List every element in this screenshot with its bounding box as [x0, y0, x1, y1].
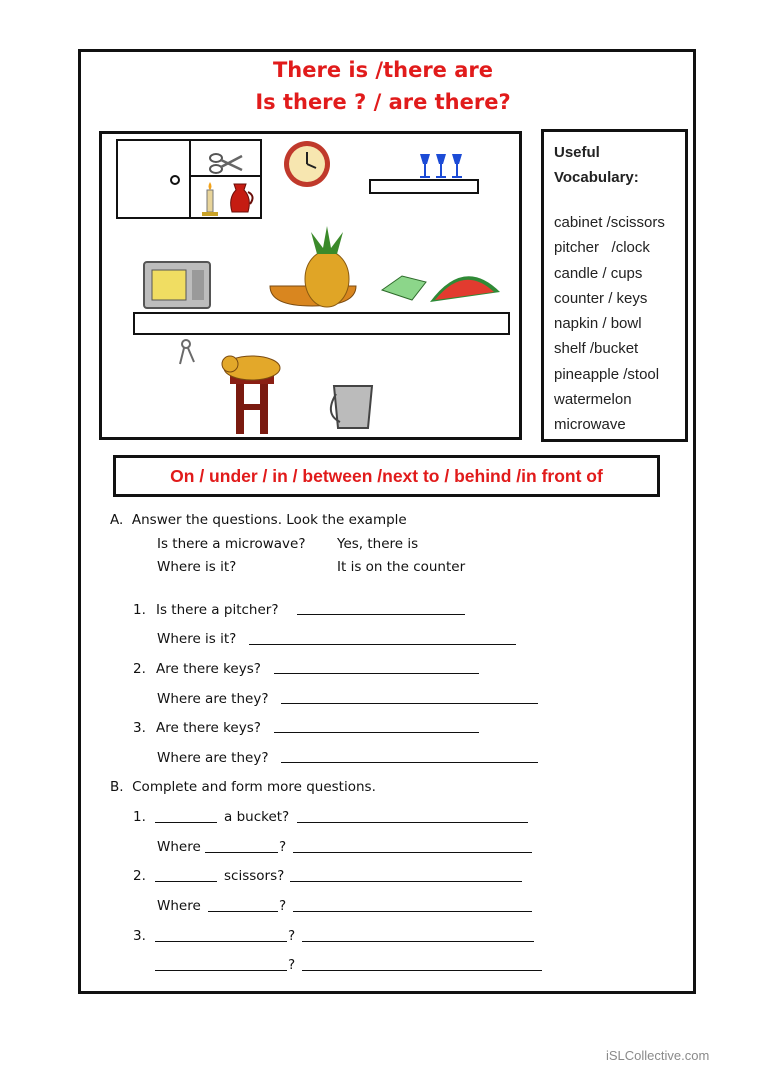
question-number: 3.	[133, 720, 146, 736]
question-number: 2.	[133, 661, 146, 677]
keys-icon	[180, 340, 194, 364]
watermelon-icon	[430, 276, 500, 302]
counter-icon	[134, 313, 509, 334]
answer-blank[interactable]	[274, 732, 479, 733]
answer-blank[interactable]	[274, 673, 479, 674]
answer-blank[interactable]	[302, 941, 534, 942]
question-text: Is there a pitcher?	[156, 602, 279, 618]
vocab-word: candle / cups	[554, 264, 643, 282]
question-mark: ?	[288, 928, 296, 944]
where-label: Where	[157, 839, 201, 855]
kitchen-scene-drawing	[102, 134, 519, 437]
vocab-word: watermelon	[554, 391, 632, 409]
vocab-word: pitcher /clock	[554, 239, 650, 257]
question-mark: ?	[288, 957, 296, 973]
clock-icon	[284, 141, 330, 187]
prepositions-box: On / under / in / between /next to / behind /in front of	[113, 455, 660, 497]
question-number: 3.	[133, 928, 146, 944]
vocab-word: microwave	[554, 416, 626, 434]
question-text: scissors?	[224, 868, 285, 884]
vocab-heading-1: Useful	[554, 144, 600, 161]
answer-blank[interactable]	[297, 822, 528, 823]
napkin-icon	[382, 276, 426, 300]
example-question-2: Where is it?	[157, 559, 237, 575]
shelf-icon	[370, 180, 478, 193]
question-text: a bucket?	[224, 809, 290, 825]
followup-text: Where are they?	[157, 750, 269, 766]
answer-blank[interactable]	[205, 852, 278, 853]
answer-blank[interactable]	[208, 911, 278, 912]
question-number: 1.	[133, 602, 146, 618]
vocabulary-box	[541, 129, 688, 442]
answer-blank[interactable]	[249, 644, 516, 645]
pineapple-icon	[305, 226, 349, 307]
followup-text: Where is it?	[157, 631, 237, 647]
answer-blank[interactable]	[290, 881, 522, 882]
answer-blank[interactable]	[297, 614, 465, 615]
question-mark: ?	[279, 839, 287, 855]
followup-text: Where are they?	[157, 691, 269, 707]
cups-icon	[420, 154, 462, 178]
vocab-word: pineapple /stool	[554, 365, 660, 383]
stool-icon	[230, 374, 274, 434]
answer-blank[interactable]	[302, 970, 542, 971]
question-number: 2.	[133, 868, 146, 884]
question-text: Are there keys?	[156, 661, 261, 677]
section-b-heading: B. Complete and form more questions.	[110, 779, 376, 795]
answer-blank[interactable]	[293, 852, 532, 853]
bucket-icon	[331, 386, 372, 428]
example-question-1: Is there a microwave?	[157, 536, 306, 552]
microwave-icon	[144, 262, 210, 308]
section-a-heading: A. Answer the questions. Look the example	[110, 512, 407, 528]
title-line-1: There is /there are	[272, 58, 494, 82]
title-line-2: Is there ? / are there?	[255, 90, 511, 114]
vocab-word: napkin / bowl	[554, 315, 642, 333]
answer-blank[interactable]	[155, 881, 217, 882]
vocab-word: shelf /bucket	[554, 340, 639, 358]
answer-blank[interactable]	[155, 941, 287, 942]
example-answer-1: Yes, there is	[337, 536, 419, 552]
answer-blank[interactable]	[281, 703, 538, 704]
kitchen-illustration	[99, 131, 522, 440]
answer-blank[interactable]	[281, 762, 538, 763]
vocab-word: cabinet /scissors	[554, 214, 665, 231]
vocab-heading-2: Vocabulary:	[554, 169, 639, 186]
watermark: iSLCollective.com	[606, 1048, 710, 1063]
vocab-word: counter / keys	[554, 289, 648, 307]
question-text: Are there keys?	[156, 720, 261, 736]
question-number: 1.	[133, 809, 146, 825]
example-answer-2: It is on the counter	[337, 559, 466, 575]
answer-blank[interactable]	[293, 911, 532, 912]
answer-blank[interactable]	[155, 970, 287, 971]
question-mark: ?	[279, 898, 287, 914]
where-label: Where	[157, 898, 201, 914]
answer-blank[interactable]	[155, 822, 217, 823]
